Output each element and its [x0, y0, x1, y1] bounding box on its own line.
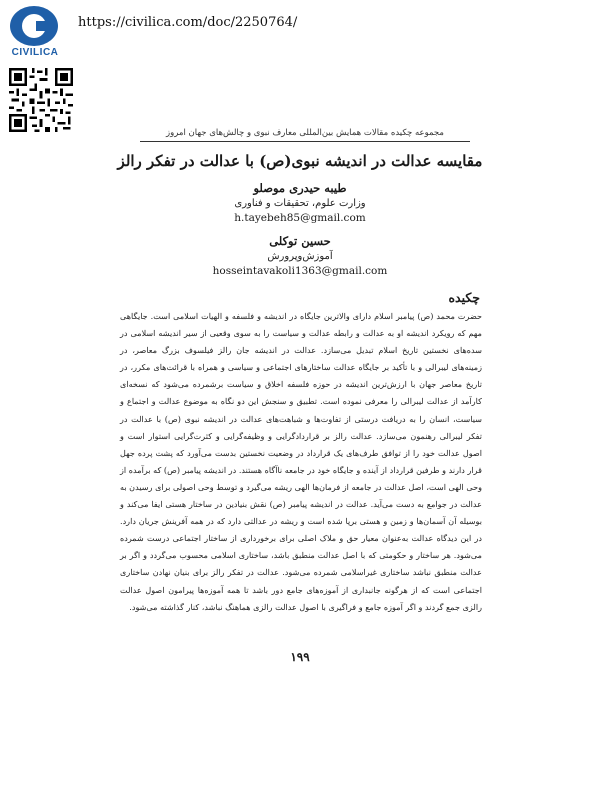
running-head: مجموعه چکیده مقالات همایش بین‌المللی معارف نبوی و چالش‌های جهان امروز	[140, 128, 470, 142]
document-url[interactable]: https://civilica.com/doc/2250764/	[78, 15, 298, 30]
logo-c-gap	[36, 21, 50, 31]
page-number: ۱۹۹	[290, 650, 310, 664]
author-1	[150, 181, 450, 224]
author-affiliation: آموزش‌وپرورش	[267, 251, 333, 262]
author-email: hosseintavakoli1363@gmail.com	[212, 265, 388, 277]
paper-title: مقایسه عدالت در اندیشه نبوی(ص) با عدالت در تفکر رالز	[117, 152, 483, 170]
abstract-heading: چکیده	[448, 290, 480, 305]
civilica-logo[interactable]	[6, 6, 62, 62]
author-name: حسین توکلی	[269, 234, 331, 248]
abstract-body: حضرت محمد (ص) پیامبر اسلام دارای والاترین جایگاه در اندیشه و فلسفه و الهیات اسلامی است. جایگاهی مهم که رویکرد اندیشه او به عدالت و رابطه عدالت و سیاست را به سوی وقعیی از سیر اندیشه اسلامی در سده‌های نخستین تاریخ اسلام تبدیل می‌سازد. عدالت در اندیشه جان رالز فیلسوف بزرگ معاصر، در زمینه‌های لیبرالی و با تأکید بر جایگاه عدالت ساختارهای اجتماعی و سیاسی و همراه با قرائت‌های مکرر، در تاریخ معاصر جهان با ارزش‌ترین اندیشه در حوزه فلسفه اخلاق و سیاست برشمرده می‌شود که نسخه‌ای کارآمد از عدالت لیبرالی را معرفی نموده است. تطبیق و سنجش این دو نگاه به موضوع عدالت و اجتماع و سیاست، انسان را به دریافت درستی از تفاوت‌ها و شباهت‌های عدالت در اندیشه نبوی (ص) با عدالت در تفکر لیبرالی رهنمون می‌سازد. عدالت رالز بر قراردادگرایی و وظیفه‌گرایی و کثرت‌گرایی استوار است و اصول عدالت خود را از توافق طرف‌های یک قرارداد در وضعیت نخستین بدست می‌آورد که پشت پرده جهل قرار دارند و طرفین قرارداد از آینده و جایگاه خود در جامعه ناآگاه هستند. در اندیشه پیامبر (ص) که برآمده از وحی الهی است، اصل عدالت در جامعه از فرمان‌ها الهی ریشه می‌گیرد و توسط وحی اصولی برای رسیدن به عدالت در جوامع به دست می‌آید. عدالت در اندیشه پیامبر (ص) نقش بنیادین در ساختار هستی ایفا می‌کند و بوسیله آن آسمان‌ها و زمین و هستی برپا شده است و ریشه در عدالتی دارد که در همه آفرینش جریان دارد. در این دیدگاه عدالت به‌عنوان معیار حق و ملاک اصلی برای برخورداری از ساختار اجتماعی درست شمرده می‌شود. هر ساختار و حکومتی که با اصل عدالت منطبق باشد، ساختاری اسلامی محسوب می‌گردد و اگر بر عدالت منطبق نباشد ساختاری غیراسلامی شمرده می‌شود. عدالت در تفکر رالز برای بنیان نهادن ساختاری اجتماعی است که از هرگونه جانبداری از آموزه‌های جامع دور باشد تا همه آموزه‌ها پیرامون اصول عدالت رالزی جمع گردند و اگر آموزه جامع و فراگیری با اصول عدالت رالزی هماهنگ نباشد، کنار گذاشته می‌شود.	[120, 311, 482, 612]
author-email: h.tayebeh85@gmail.com	[234, 212, 366, 224]
qr-code-icon	[9, 68, 73, 132]
logo-text: CIVILICA	[11, 47, 59, 58]
author-affiliation: وزارت علوم، تحقیقات و فناوری	[234, 198, 366, 209]
author-name: طیبه حیدری موصلو	[253, 181, 347, 195]
author-2	[150, 234, 450, 277]
